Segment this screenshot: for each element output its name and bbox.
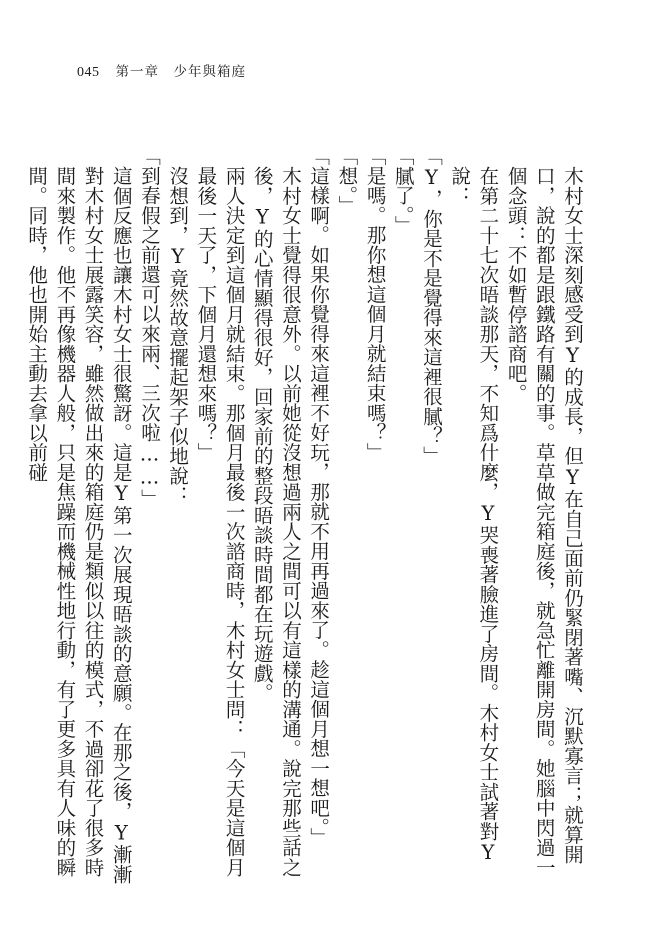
chapter-title: 第一章 少年與箱庭 [115,64,246,80]
running-head [77,60,246,80]
dialogue-line: 「是嗎。那你想這個月就結束嗎？」 [363,146,387,462]
paragraph: 沒想到，Y竟然故意擺起架子似地說： [166,165,190,505]
paragraph: 在第二十七次晤談那天，不知爲什麼，Y哭喪著臉進了房間。木村女士試著對Y說： [448,165,500,864]
paragraph: 木村女士覺得很意外。以前她從沒想過兩人之間可以有這樣的溝通。說完那些話之後，Y的心情顯得很好，回家前的整段晤談時間都在玩遊戲。 [250,165,302,877]
dialogue-line: 「這樣啊。如果你覺得來這裡不好玩，那就不用再過來了。趁這個月想一想吧。」 [307,146,331,848]
paragraph: 木村女士深刻感受到Y的成長，但Y在自己面前仍緊閉著嘴、沉默寡言；就算開口，說的都是跟鐵路有關的事。草草做完箱庭後，就急忙離開房間。她腦中閃過一個念頭：不如暫停諮商吧。 [504,165,584,877]
dialogue-line: 「Y，你是不是覺得來這裡很膩？」 [419,146,443,466]
dialogue-line: 「膩了。」 [391,146,415,235]
paragraph: 這個反應也讓木村女士很驚訝。這是Y第一次展現晤談的意願。在那之後，Y漸漸對木村女士展露笑容，雖然做出來的箱庭仍是類似以往的模式，不過卻花了很多時間來製作。他不再像機器人般，只是焦躁而機械性地行動，有了更多具有人味的瞬間。同時，他也開始主動去拿以前碰 [25,165,133,884]
dialogue-line: 「想。」 [335,146,359,216]
dialogue-line: 「到春假之前還可以來兩、三次啦……」 [137,146,161,509]
page-number: 045 [77,65,100,80]
paragraph: 兩人決定到這個月就結束。那個月最後一次諮商時，木村女士問：「今天是這個月最後一天了，下個月還想來嗎？」 [194,165,246,877]
vertical-body-text [25,146,586,886]
